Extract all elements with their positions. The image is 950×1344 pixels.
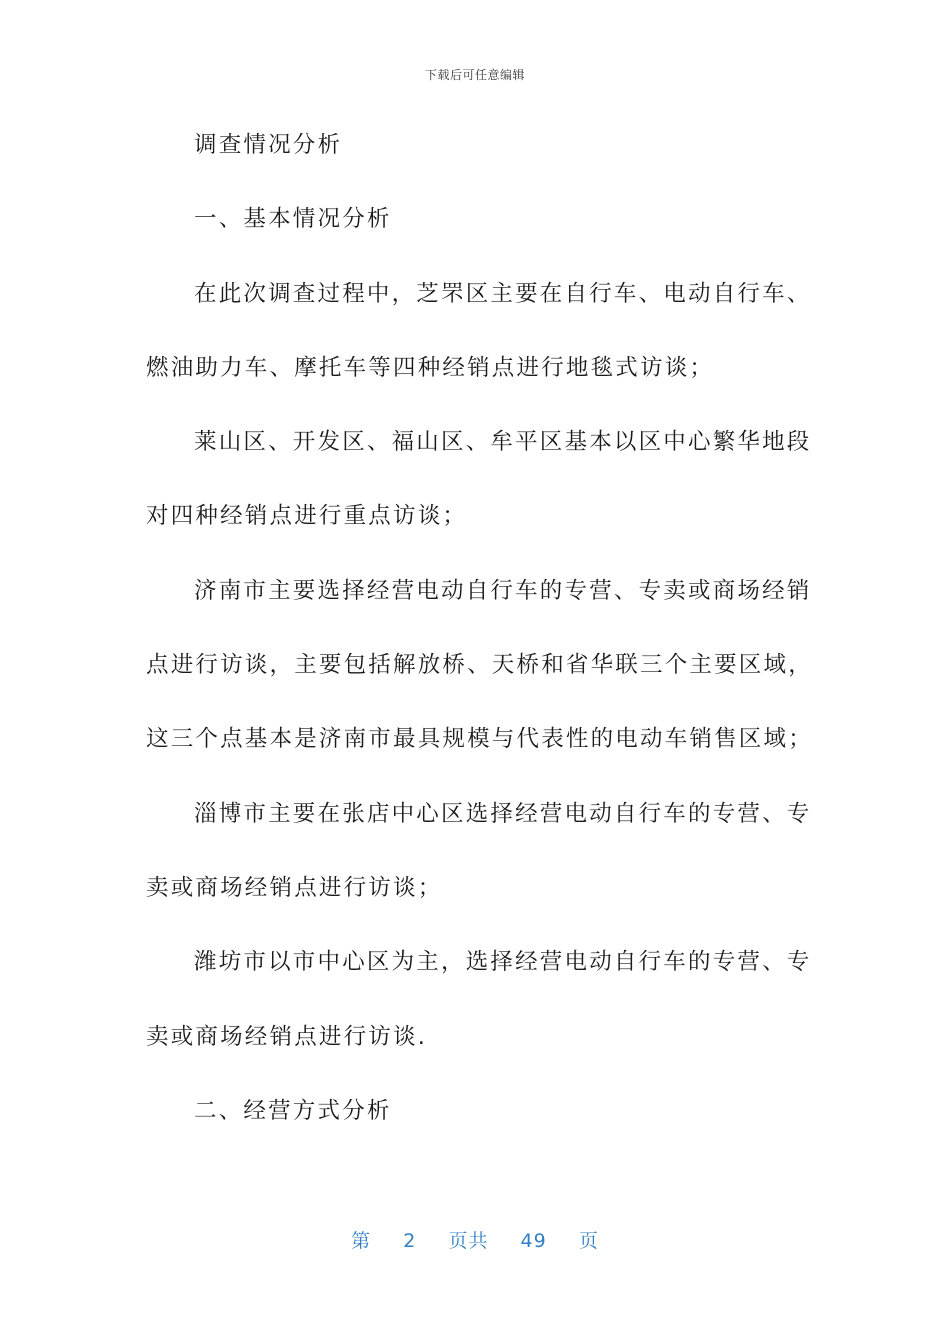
document-body [146,127,813,1167]
footer-suffix: 页 [578,1230,599,1252]
page-footer [0,1226,950,1253]
paragraph-line: 济南市主要选择经营电动自行车的专营、专卖或商场经销 [194,577,812,604]
section-heading: 二、经营方式分析 [194,1097,392,1124]
paragraph-line: 在此次调查过程中，芝罘区主要在自行车、电动自行车、 [194,280,812,307]
paragraph-line: 燃油助力车、摩托车等四种经销点进行地毯式访谈； [146,354,715,381]
paragraph-line: 卖或商场经销点进行访谈； [146,874,443,901]
document-title: 调查情况分析 [194,132,343,158]
paragraph-line: 卖或商场经销点进行访谈. [146,1023,428,1050]
total-page-count: 49 [520,1230,547,1252]
paragraph-line: 点进行访谈，主要包括解放桥、天桥和省华联三个主要区域， [146,652,813,679]
paragraph-line: 淄博市主要在张店中心区选择经营电动自行车的专营、专 [194,800,812,827]
current-page-number: 2 [403,1230,417,1252]
paragraph-line: 潍坊市以市中心区为主，选择经营电动自行车的专营、专 [194,949,812,976]
paragraph-line: 这三个点基本是济南市最具规模与代表性的电动车销售区域； [146,726,813,753]
paragraph-line: 对四种经销点进行重点访谈； [146,503,468,530]
header-note: 下载后可任意编辑 [424,68,525,82]
footer-prefix: 第 [351,1230,372,1252]
section-heading: 一、基本情况分析 [194,206,392,233]
footer-middle: 页共 [448,1230,489,1252]
paragraph-line: 莱山区、开发区、福山区、牟平区基本以区中心繁华地段 [194,429,812,456]
